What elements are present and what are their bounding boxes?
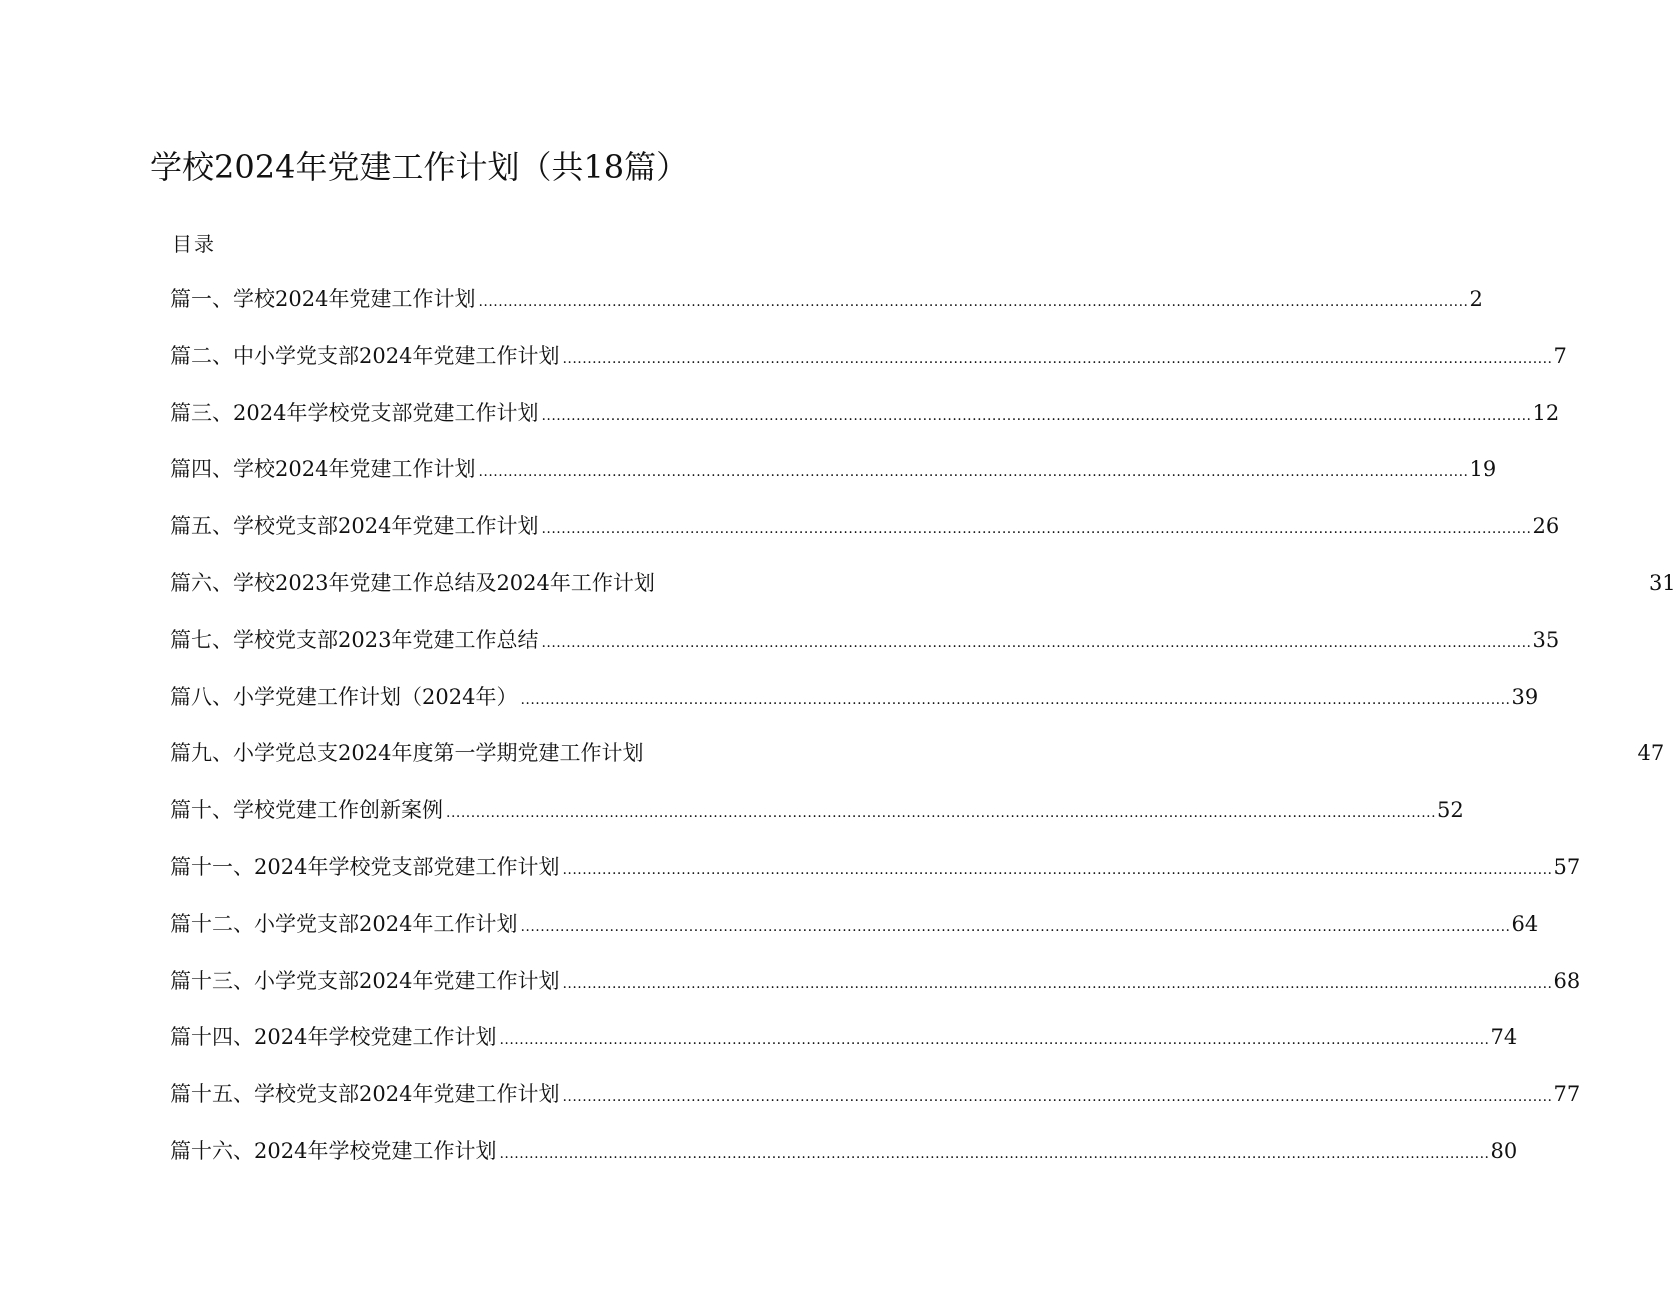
toc-entry[interactable] [170,1020,1518,1077]
toc-entry[interactable] [170,907,1539,964]
toc-entry-page-number: 68 [1553,968,1581,993]
toc-dot-leader: ........................................................................................................................................................................................................ [562,350,1553,367]
toc-entry-label: 篇九、小学党总支2024年度第一学期党建工作计划 [170,741,644,766]
toc-entry-label: 篇四、学校2024年党建工作计划 [170,457,476,482]
toc-entry[interactable] [170,736,1665,793]
toc-entry-page-number: 39 [1511,684,1539,709]
toc-dot-leader: ........................................................................................................................................................................................................ [541,521,1532,538]
toc-dot-leader: ........................................................................................................................................................................................................ [499,1032,1490,1049]
toc-entry-label: 篇八、小学党建工作计划（2024年） [170,684,518,709]
toc-entry[interactable] [170,623,1560,680]
toc-entry-label: 篇十五、学校党支部2024年党建工作计划 [170,1082,560,1107]
toc-entry-label: 篇五、学校党支部2024年党建工作计划 [170,514,539,539]
toc-entry-label: 篇六、学校2023年党建工作总结及2024年工作计划 [170,570,655,595]
toc-dot-leader: ........................................................................................................................................................................................................ [562,975,1553,992]
toc-dot-leader: ........................................................................................................................................................................................................ [562,861,1553,878]
toc-entry-label: 篇二、中小学党支部2024年党建工作计划 [170,343,560,368]
toc-entry[interactable] [170,850,1581,907]
toc-entry[interactable] [170,1134,1518,1191]
toc-entry-label: 篇十一、2024年学校党支部党建工作计划 [170,854,560,879]
toc-dot-leader: ........................................................................................................................................................................................................ [541,407,1532,424]
toc-entry[interactable] [170,396,1560,453]
toc-entry[interactable] [170,282,1483,339]
toc-entry[interactable] [170,1077,1581,1134]
toc-entry-page-number: 57 [1553,854,1581,879]
toc-entry-page-number: 52 [1437,798,1464,823]
toc-dot-leader: ........................................................................................................................................................................................................ [478,294,1469,310]
toc-dot-leader: ........................................................................................................................................................................................................ [446,805,1437,822]
toc-entry-label: 篇一、学校2024年党建工作计划 [170,287,476,311]
toc-dot-leader: ........................................................................................................................................................................................................ [520,918,1511,935]
toc-entry-label: 篇十六、2024年学校党建工作计划 [170,1138,497,1163]
table-of-contents [170,282,1676,1191]
toc-entry-label: 篇十三、小学党支部2024年党建工作计划 [170,968,560,993]
toc-entry-page-number: 74 [1490,1025,1518,1050]
toc-entry-label: 篇十二、小学党支部2024年工作计划 [170,911,518,936]
toc-entry[interactable] [170,680,1539,737]
toc-entry-page-number: 19 [1469,457,1497,482]
toc-entry-label: 篇十四、2024年学校党建工作计划 [170,1025,497,1050]
toc-entry-page-number: 64 [1511,911,1539,936]
toc-entry-label: 篇三、2024年学校党支部党建工作计划 [170,400,539,425]
document-title: 学校2024年党建工作计划（共18篇） [150,148,689,186]
toc-dot-leader: ........................................................................................................................................................................................................ [499,1145,1490,1162]
toc-entry-page-number: 31 [1648,570,1676,595]
toc-entry[interactable] [170,452,1497,509]
toc-entry-page-number: 47 [1637,741,1665,766]
toc-entry-page-number: 35 [1532,627,1560,652]
toc-dot-leader: ........................................................................................................................................................................................................ [520,691,1511,708]
toc-entry[interactable] [170,964,1581,1021]
toc-entry-label: 篇七、学校党支部2023年党建工作总结 [170,627,539,652]
toc-entry-label: 篇十、学校党建工作创新案例 [170,798,443,823]
toc-entry[interactable] [170,509,1560,566]
toc-entry-page-number: 26 [1532,514,1560,539]
toc-dot-leader: ........................................................................................................................................................................................................ [478,464,1469,481]
toc-entry[interactable] [170,793,1464,850]
toc-dot-leader: ........................................................................................................................................................................................................ [562,1089,1553,1106]
toc-entry-page-number: 77 [1553,1082,1581,1107]
toc-entry-page-number: 12 [1532,400,1560,425]
toc-entry-page-number: 2 [1469,287,1483,311]
toc-entry[interactable] [170,566,1676,623]
toc-entry[interactable] [170,339,1567,396]
toc-entry-page-number: 80 [1490,1138,1518,1163]
toc-heading: 目录 [172,232,216,256]
toc-dot-leader: ........................................................................................................................................................................................................ [541,634,1532,651]
toc-entry-page-number: 7 [1553,343,1567,368]
